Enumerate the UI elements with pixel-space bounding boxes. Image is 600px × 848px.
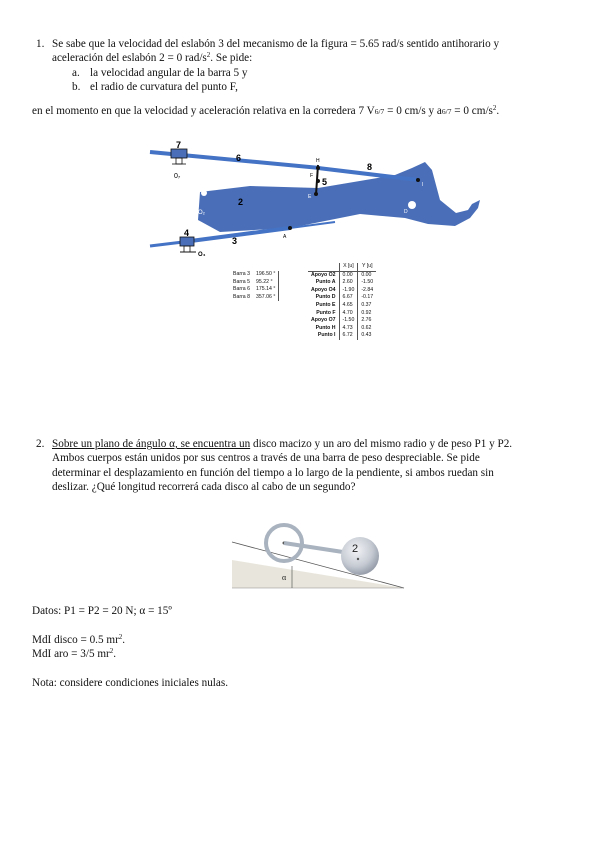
mdi-disco-end: . xyxy=(122,634,126,646)
angles-bar: Barra 3 xyxy=(233,271,251,277)
label-h: H xyxy=(316,158,320,164)
incline-plane xyxy=(232,560,404,588)
label-o4: O₄ xyxy=(198,252,206,258)
problem1-number: 1. xyxy=(36,38,45,50)
cond-end: . xyxy=(496,105,500,117)
label-3: 3 xyxy=(232,236,238,246)
points-x: 4.73 xyxy=(339,325,358,333)
points-name: Punto H xyxy=(315,324,336,331)
points-name: Punto E xyxy=(315,301,336,308)
points-name: Punto D xyxy=(315,294,336,301)
angles-value: 95.22 ° xyxy=(256,278,273,285)
problem1-line2-text: aceleración del eslabón 2 = 0 rad/s xyxy=(52,52,207,64)
cond-mid: = 0 cm/s y a xyxy=(384,105,442,117)
points-x: 4.65 xyxy=(339,302,358,310)
cond-sup: 2 xyxy=(492,104,497,112)
points-name: Apoyo O2 xyxy=(311,271,336,278)
points-name: Punto A xyxy=(315,279,336,286)
problem2-line3: determinar el desplazamiento en función del tiempo a lo largo de la pendiente, si ambos ruedan sin xyxy=(52,467,494,479)
points-x: 0.00 xyxy=(339,271,358,279)
points-x: 6.72 xyxy=(339,332,358,340)
points-y: 0.62 xyxy=(361,324,372,331)
problem1-line1: Se sabe que la velocidad del eslabón 3 del mecanismo de la figura = 5.65 rad/s sentido antihorario y xyxy=(52,38,500,50)
problem2-number: 2. xyxy=(36,438,45,450)
mdi-disco-text: MdI disco = 0.5 mr xyxy=(32,634,119,646)
cond-sub2: 6/7 xyxy=(441,107,452,116)
points-header-x: X [u] xyxy=(339,263,358,271)
angles-value: 196.50 ° xyxy=(256,271,276,277)
points-y: 0.92 xyxy=(361,309,372,316)
points-x: -1.50 xyxy=(339,317,358,325)
problem1-line2-end: . Se pide: xyxy=(210,52,253,64)
mdi-disco-sup: 2 xyxy=(118,633,123,641)
disc xyxy=(341,537,379,575)
points-name: Punto I xyxy=(317,332,336,339)
points-name: Apoyo O4 xyxy=(311,286,336,293)
cond-post: = 0 cm/s xyxy=(451,105,493,117)
label-6: 6 xyxy=(236,153,242,163)
problem2-line1-rest: disco macizo y un aro del mismo radio y de peso P1 y P2. xyxy=(250,438,513,450)
problem2-datos: Datos: P1 = P2 = 20 N; α = 15º xyxy=(32,605,172,617)
angles-value: 357.06 ° xyxy=(256,293,276,300)
cond-sub1: 6/7 xyxy=(374,107,385,116)
problem2-line1-underlined: Sobre un plano de ángulo α, se encuentra un xyxy=(52,438,251,450)
points-x: 4.70 xyxy=(339,310,358,318)
item-a: la velocidad angular de la barra 5 y xyxy=(90,67,248,79)
item-a-label: a. xyxy=(72,67,80,79)
problem2-line4: deslizar. ¿Qué longitud recorrerá cada disco al cabo de un segundo? xyxy=(52,481,356,493)
points-header-y: Y [u] xyxy=(358,263,376,271)
problem2-line2: Ambos cuerpos están unidos por sus centros a través de una barra de peso despreciable. Se pide xyxy=(52,452,480,464)
label-alpha: α xyxy=(282,573,287,582)
cond-text: en el momento en que la velocidad y aceleración relativa en la corredera 7 V xyxy=(32,105,375,117)
points-name: Apoyo O7 xyxy=(311,317,336,324)
label-a: A xyxy=(283,234,287,240)
points-y: -1.50 xyxy=(361,279,374,286)
angles-bar: Barra 6 xyxy=(233,286,251,293)
mdi-aro xyxy=(32,648,116,662)
angles-bar: Barra 8 xyxy=(233,293,251,300)
item-b-label: b. xyxy=(72,81,81,93)
label-d: D xyxy=(404,209,408,215)
points-y: -2.84 xyxy=(361,286,374,293)
label-o2: O₂ xyxy=(198,210,205,216)
label-8: 8 xyxy=(367,162,373,172)
angles-value: 175.14 ° xyxy=(256,286,276,293)
mdi-aro-sup: 2 xyxy=(109,647,114,655)
mdi-aro-text: MdI aro = 3/5 mr xyxy=(32,648,110,660)
points-y: 0.00 xyxy=(361,271,372,278)
label-o7: 0₇ xyxy=(174,173,181,180)
points-x: -1.90 xyxy=(339,287,358,295)
points-y: 0.43 xyxy=(361,332,372,339)
label-4: 4 xyxy=(184,228,190,238)
points-y: 0.37 xyxy=(361,301,372,308)
label-2: 2 xyxy=(238,197,244,207)
label-7: 7 xyxy=(176,140,182,150)
disc-center xyxy=(357,558,359,560)
mdi-aro-end: . xyxy=(113,648,117,660)
points-y: -0.17 xyxy=(361,294,374,301)
problem1-line2-sup: 2 xyxy=(206,51,211,59)
problem2-nota: Nota: considere condiciones iniciales nulas. xyxy=(32,677,229,689)
item-b: el radio de curvatura del punto F, xyxy=(90,81,238,93)
points-name: Punto F xyxy=(316,309,336,316)
label-f: F xyxy=(310,173,314,179)
points-x: 6.67 xyxy=(339,294,358,302)
points-y: 2.76 xyxy=(361,317,372,324)
angles-bar: Barra 5 xyxy=(233,278,251,285)
label-i: I xyxy=(422,182,424,188)
points-x: 2.60 xyxy=(339,279,358,287)
label-disc-2: 2 xyxy=(352,543,359,555)
mdi-disco xyxy=(32,634,125,648)
label-e: E xyxy=(308,194,312,200)
label-5: 5 xyxy=(322,177,328,187)
